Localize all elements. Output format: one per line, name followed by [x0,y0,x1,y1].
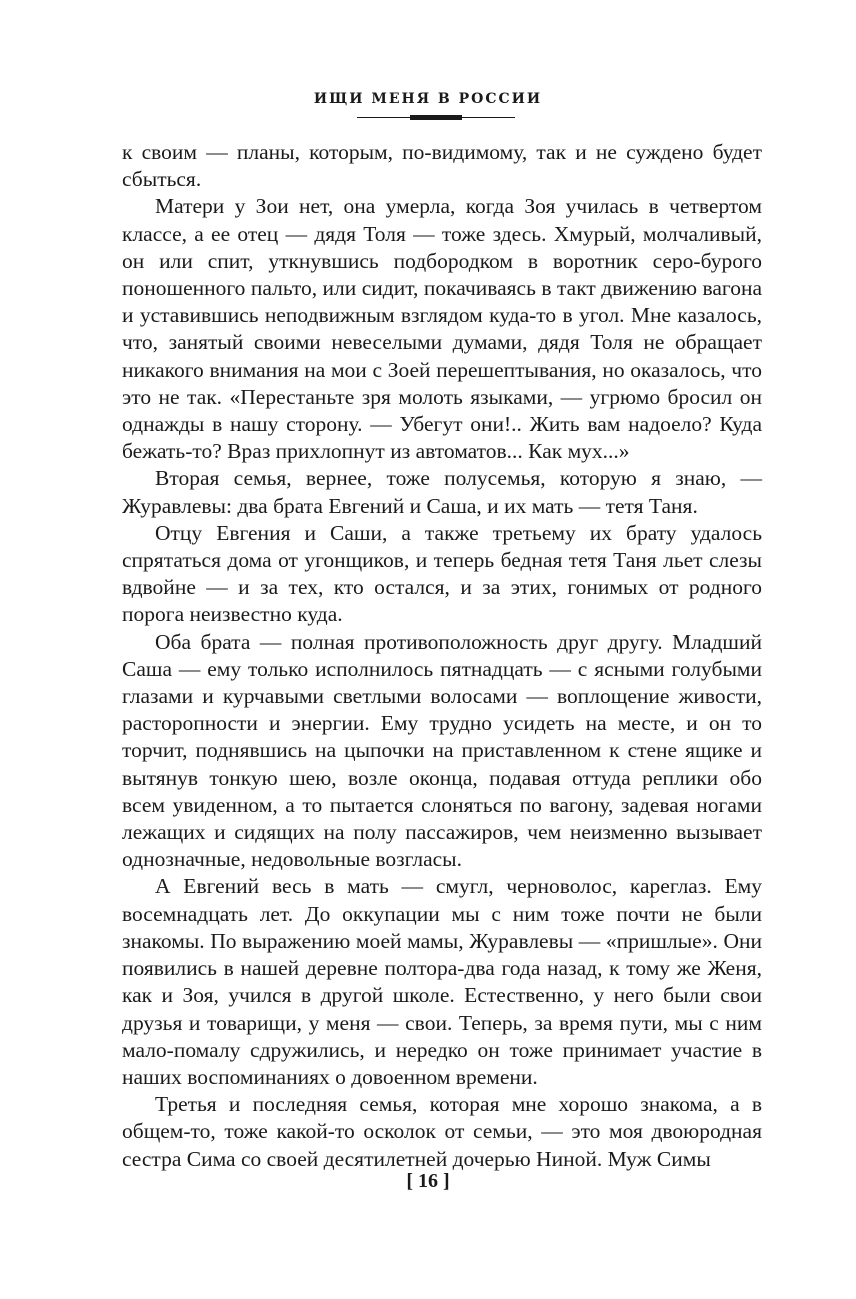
paragraph: Отцу Евгения и Саши, а также третьему их брату удалось спрятаться дома от угонщиков, и теперь бедная тетя Таня льет слезы вдвойне — и за тех, кто остался, и за этих, гонимых от родного порога неизвестно куда. [122,520,762,627]
paragraph: Оба брата — полная противоположность друг другу. Младший Саша — ему только исполнилось пятнадцать — с ясными голубыми глазами и курчавыми светлыми волосами — воплощение живости, расторопности и энергии. Ему трудно усидеть на месте, и он то торчит, поднявшись на цыпочки на приставленном к стене ящике и вытянув тонкую шею, возле оконца, подавая оттуда реплики обо всем увиденном, а то пытается слоняться по вагону, задевая ногами лежащих и сидящих на полу пассажиров, чем неизменно вызывает однозначные, недовольные возгласы. [122,629,762,872]
page-number: [ 16 ] [406,1170,450,1192]
paragraph-continuation: к своим — планы, которым, по-видимому, так и не суждено будет сбыться. [122,140,762,192]
body-text [122,139,762,1173]
header-rule-ornament [410,115,462,120]
paragraph: Матери у Зои нет, она умерла, когда Зоя училась в четвертом классе, а ее отец — дядя Толя — тоже здесь. Хмурый, молчаливый, он или спит, уткнувшись подбородком в воротник серо-бурого поношенного пальто, или сидит, покачиваясь в такт движению вагона и уставившись неподвижным взглядом куда-то в угол. Мне казалось, что, занятый своими невеселыми думами, дядя Толя не обращает никакого внимания на мои с Зоей перешептывания, но оказалось, что это не так. «Перестаньте зря молоть языками, — угрюмо бросил он однажды в нашу сторону. — Убегут они!.. Жить вам надоело? Куда бежать-то? Враз прихлопнут из автоматов... Как мух...» [122,194,762,464]
paragraph: А Евгений весь в мать — смугл, черноволос, кареглаз. Ему восемнадцать лет. До оккупации мы с ним тоже почти не были знакомы. По выражению моей мамы, Журавлевы — «пришлые». Они появились в нашей деревне полтора-два года назад, к тому же Женя, как и Зоя, учился в другой школе. Естественно, у него были свои друзья и товарищи, у меня — свои. Теперь, за время пути, мы с ним мало-помалу сдружились, и нередко он тоже принимает участие в наших воспоминаниях о довоенном времени. [122,874,762,1089]
paragraph: Вторая семья, вернее, тоже полусемья, которую я знаю, — Журавлевы: два брата Евгений и Саша, и их мать — тетя Таня. [122,466,762,518]
paragraph: Третья и последняя семья, которая мне хорошо знакома, а в общем-то, тоже какой-то осколок от семьи, — это моя двоюродная сестра Сима со своей десятилетней дочерью Ниной. Муж Симы [122,1092,762,1171]
running-head [0,88,856,107]
running-title: ИЩИ МЕНЯ В РОССИИ [313,91,543,107]
